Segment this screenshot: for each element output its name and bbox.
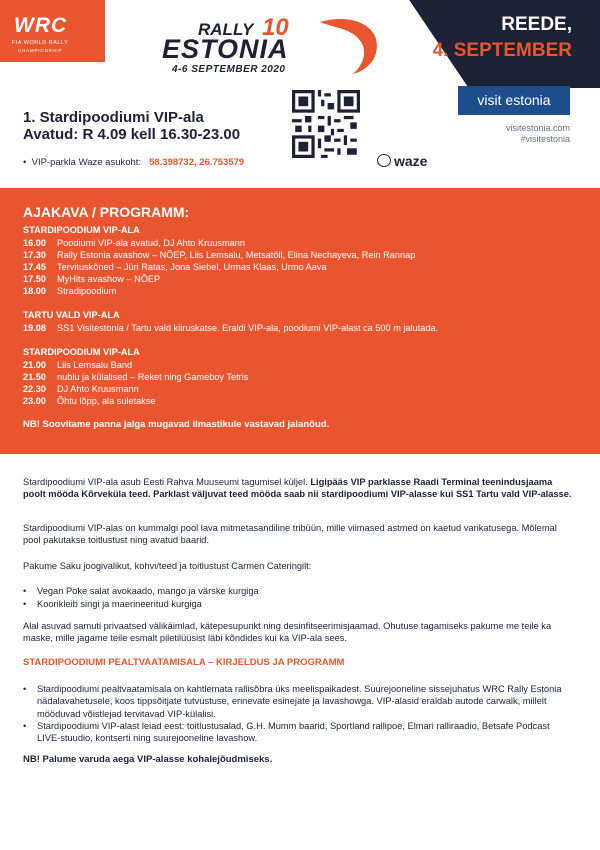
schedule-time: 21.50: [23, 372, 46, 382]
schedule-row: [23, 262, 327, 272]
parking-label: VIP-parkla Waze asukoht:: [31, 157, 142, 168]
rally-estonia-logo: [150, 12, 380, 74]
bullet-dot: •: [23, 157, 32, 168]
schedule-text: SS1 Visitestonia / Tartu vald kiiruskatse. Eraldi VIP-ala, poodiumi VIP-alast ca 500 m jalutada.: [57, 323, 439, 333]
food-item-text: Vegan Poke salat avokaado, mango ja värske kurgiga: [37, 586, 259, 596]
schedule-time: 19.08: [23, 323, 46, 333]
date-label: 4. SEPTEMBER: [432, 40, 572, 61]
day-label: REEDE,: [501, 14, 572, 35]
page-title: 1. Stardipoodiumi VIP-ala: [23, 109, 204, 126]
bullet-dot: •: [23, 721, 27, 731]
bullet-dot: •: [23, 684, 27, 694]
schedule-time: 17.30: [23, 250, 46, 260]
schedule-time: 16.00: [23, 238, 46, 248]
schedule-text: Õhtu lõpp, ala suletakse: [57, 396, 156, 406]
safety-paragraph: Alal asuvad samuti privaatsed välikäimlad, kätepesupunkt ning desinfitseerimisjaamad. Ohutuse tagamiseks pakume me teile ka maske, mille jagame teile esmalt piletilüüsist läbi kõndides kui ka VIP-ala sees.: [23, 621, 552, 644]
food-item-text: Koorikleib singi ja maerineeritud kurgiga: [37, 599, 202, 609]
opening-hours: Avatud: R 4.09 kell 16.30-23.00: [23, 126, 241, 143]
schedule-time: 23.00: [23, 396, 46, 406]
schedule-row: [23, 286, 116, 296]
schedule-text: MyHits avashow – NÕEP: [57, 274, 161, 284]
waze-icon: [377, 154, 391, 167]
estonia-word: ESTONIA: [162, 34, 289, 64]
schedule-section-title: TARTU VALD VIP-ALA: [23, 310, 120, 320]
visit-estonia-button[interactable]: visit estonia: [458, 86, 570, 115]
location-text: Stardipoodiumi VIP-ala asub Eesti Rahva Muuseumi tagumisel küljel.: [23, 477, 311, 487]
catering-paragraph: Pakume Saku joogivalikut, kohvi/teed ja toitlustust Carmen Cateringilt:: [23, 561, 312, 571]
info-bullet-text: Stardipoodiumi pealtvaatamisala on kahtlemata rallisõbra üks meelispaikadest. Suurejooneline sissejuhatus WRC Rally Estonia nädalavahetusele, koos tippsõitjate tutvustuse, erinevate esinejate ja lavashowga. VIP-alasid eraldab autode carwalk, millelt mööduvad võistlejad tervitavad VIP-külalisi.: [37, 684, 562, 719]
location-paragraph: [23, 476, 573, 501]
swoosh-icon: [315, 16, 385, 76]
schedule-time: 18.00: [23, 286, 46, 296]
rally-dates: 4-6 SEPTEMBER 2020: [172, 64, 286, 75]
waze-logo: [377, 153, 427, 169]
header: [0, 0, 600, 88]
schedule-row: [23, 384, 139, 394]
tribune-paragraph: Stardipoodiumi VIP-alas on kummalgi pool lava mitmetasandiline tribüün, mille viimased astmed on kaetud varikatusega. Mõlemal pool pakutakse toitlustust ning avatud baarid.: [23, 523, 557, 546]
qr-code-icon[interactable]: [292, 90, 360, 158]
visit-url[interactable]: visitestonia.com: [505, 123, 570, 133]
schedule-time: 22.30: [23, 384, 46, 394]
wrc-subtitle-2: CHAMPIONSHIP: [18, 48, 63, 53]
bullet-dot: •: [23, 599, 27, 609]
schedule-panel: [0, 188, 600, 454]
schedule-text: Liis Lemsalu Band: [57, 360, 133, 370]
schedule-row: [23, 250, 415, 260]
schedule-section-title: STARDIPOODIUM VIP-ALA: [23, 225, 140, 235]
wrc-logo: WRC: [14, 14, 68, 37]
schedule-row: [23, 372, 248, 382]
arrival-note: NB! Palume varuda aega VIP-alasse kohalejõudmiseks.: [23, 754, 273, 765]
schedule-row: [23, 238, 245, 248]
schedule-text: nublu ja külalised – Reket ning Gameboy Tetris: [57, 372, 249, 382]
schedule-text: Poodiumi VIP-ala avatud, DJ Ahto Kruusmann: [57, 238, 245, 248]
schedule-row: [23, 274, 160, 284]
schedule-text: DJ Ahto Kruusmann: [57, 384, 139, 394]
rally-word: RALLY: [198, 20, 254, 39]
parking-location: [23, 157, 244, 168]
schedule-time: 17.45: [23, 262, 46, 272]
section-heading: STARDIPOODIUMI PEALTVAATAMISALA – KIRJELDUS JA PROGRAMM: [23, 657, 345, 668]
visit-hashtag: #visitestonia: [520, 134, 570, 144]
wrc-logo-block: [0, 0, 105, 62]
wrc-subtitle: FIA WORLD RALLY: [12, 40, 69, 46]
footwear-note: NB! Soovitame panna jalga mugavad ilmastikule vastavad jalanõud.: [23, 419, 330, 430]
schedule-time: 17.50: [23, 274, 46, 284]
info-bullet-text: Stardipoodiumi VIP-alast leiad eest: toitlustusalad, G.H. Mumm baarid, Sportland rallipoe, Elmari ralliraadio, Betsafe Podcast LIVE-stuudio, kontserti ning suurejooneline lavashow.: [37, 721, 550, 744]
schedule-row: [23, 323, 438, 333]
parking-directions: Ligipääs VIP parklasse Raadi Terminal teenindusjaama poolt mööda Kõrveküla teed. Parklast väljuvat teed mööda saab nii stardipoodiumi VIP-alasse kui SS1 Tartu vald VIP-alasse.: [23, 477, 572, 500]
schedule-row: [23, 396, 156, 406]
schedule-heading: AJAKAVA / PROGRAMM:: [23, 204, 190, 220]
schedule-text: Tervituskõned – Jüri Ratas, Jona Siebel, Urmas Klaas, Urmo Aava: [57, 262, 327, 272]
schedule-text: Rally Estonia avashow – NÕEP, Liis Lemsalu, Metsatöll, Elina Nechayeva, Rein Rannap: [57, 250, 416, 260]
schedule-section-title: STARDIPOODIUM VIP-ALA: [23, 347, 140, 357]
waze-label: waze: [394, 153, 428, 169]
bullet-dot: •: [23, 586, 27, 596]
rally-ten: 10: [262, 14, 289, 41]
schedule-text: Stradipoodium: [57, 286, 117, 296]
parking-coords[interactable]: 58.398732, 26.753579: [149, 157, 245, 168]
schedule-row: [23, 360, 132, 370]
schedule-time: 21.00: [23, 360, 46, 370]
